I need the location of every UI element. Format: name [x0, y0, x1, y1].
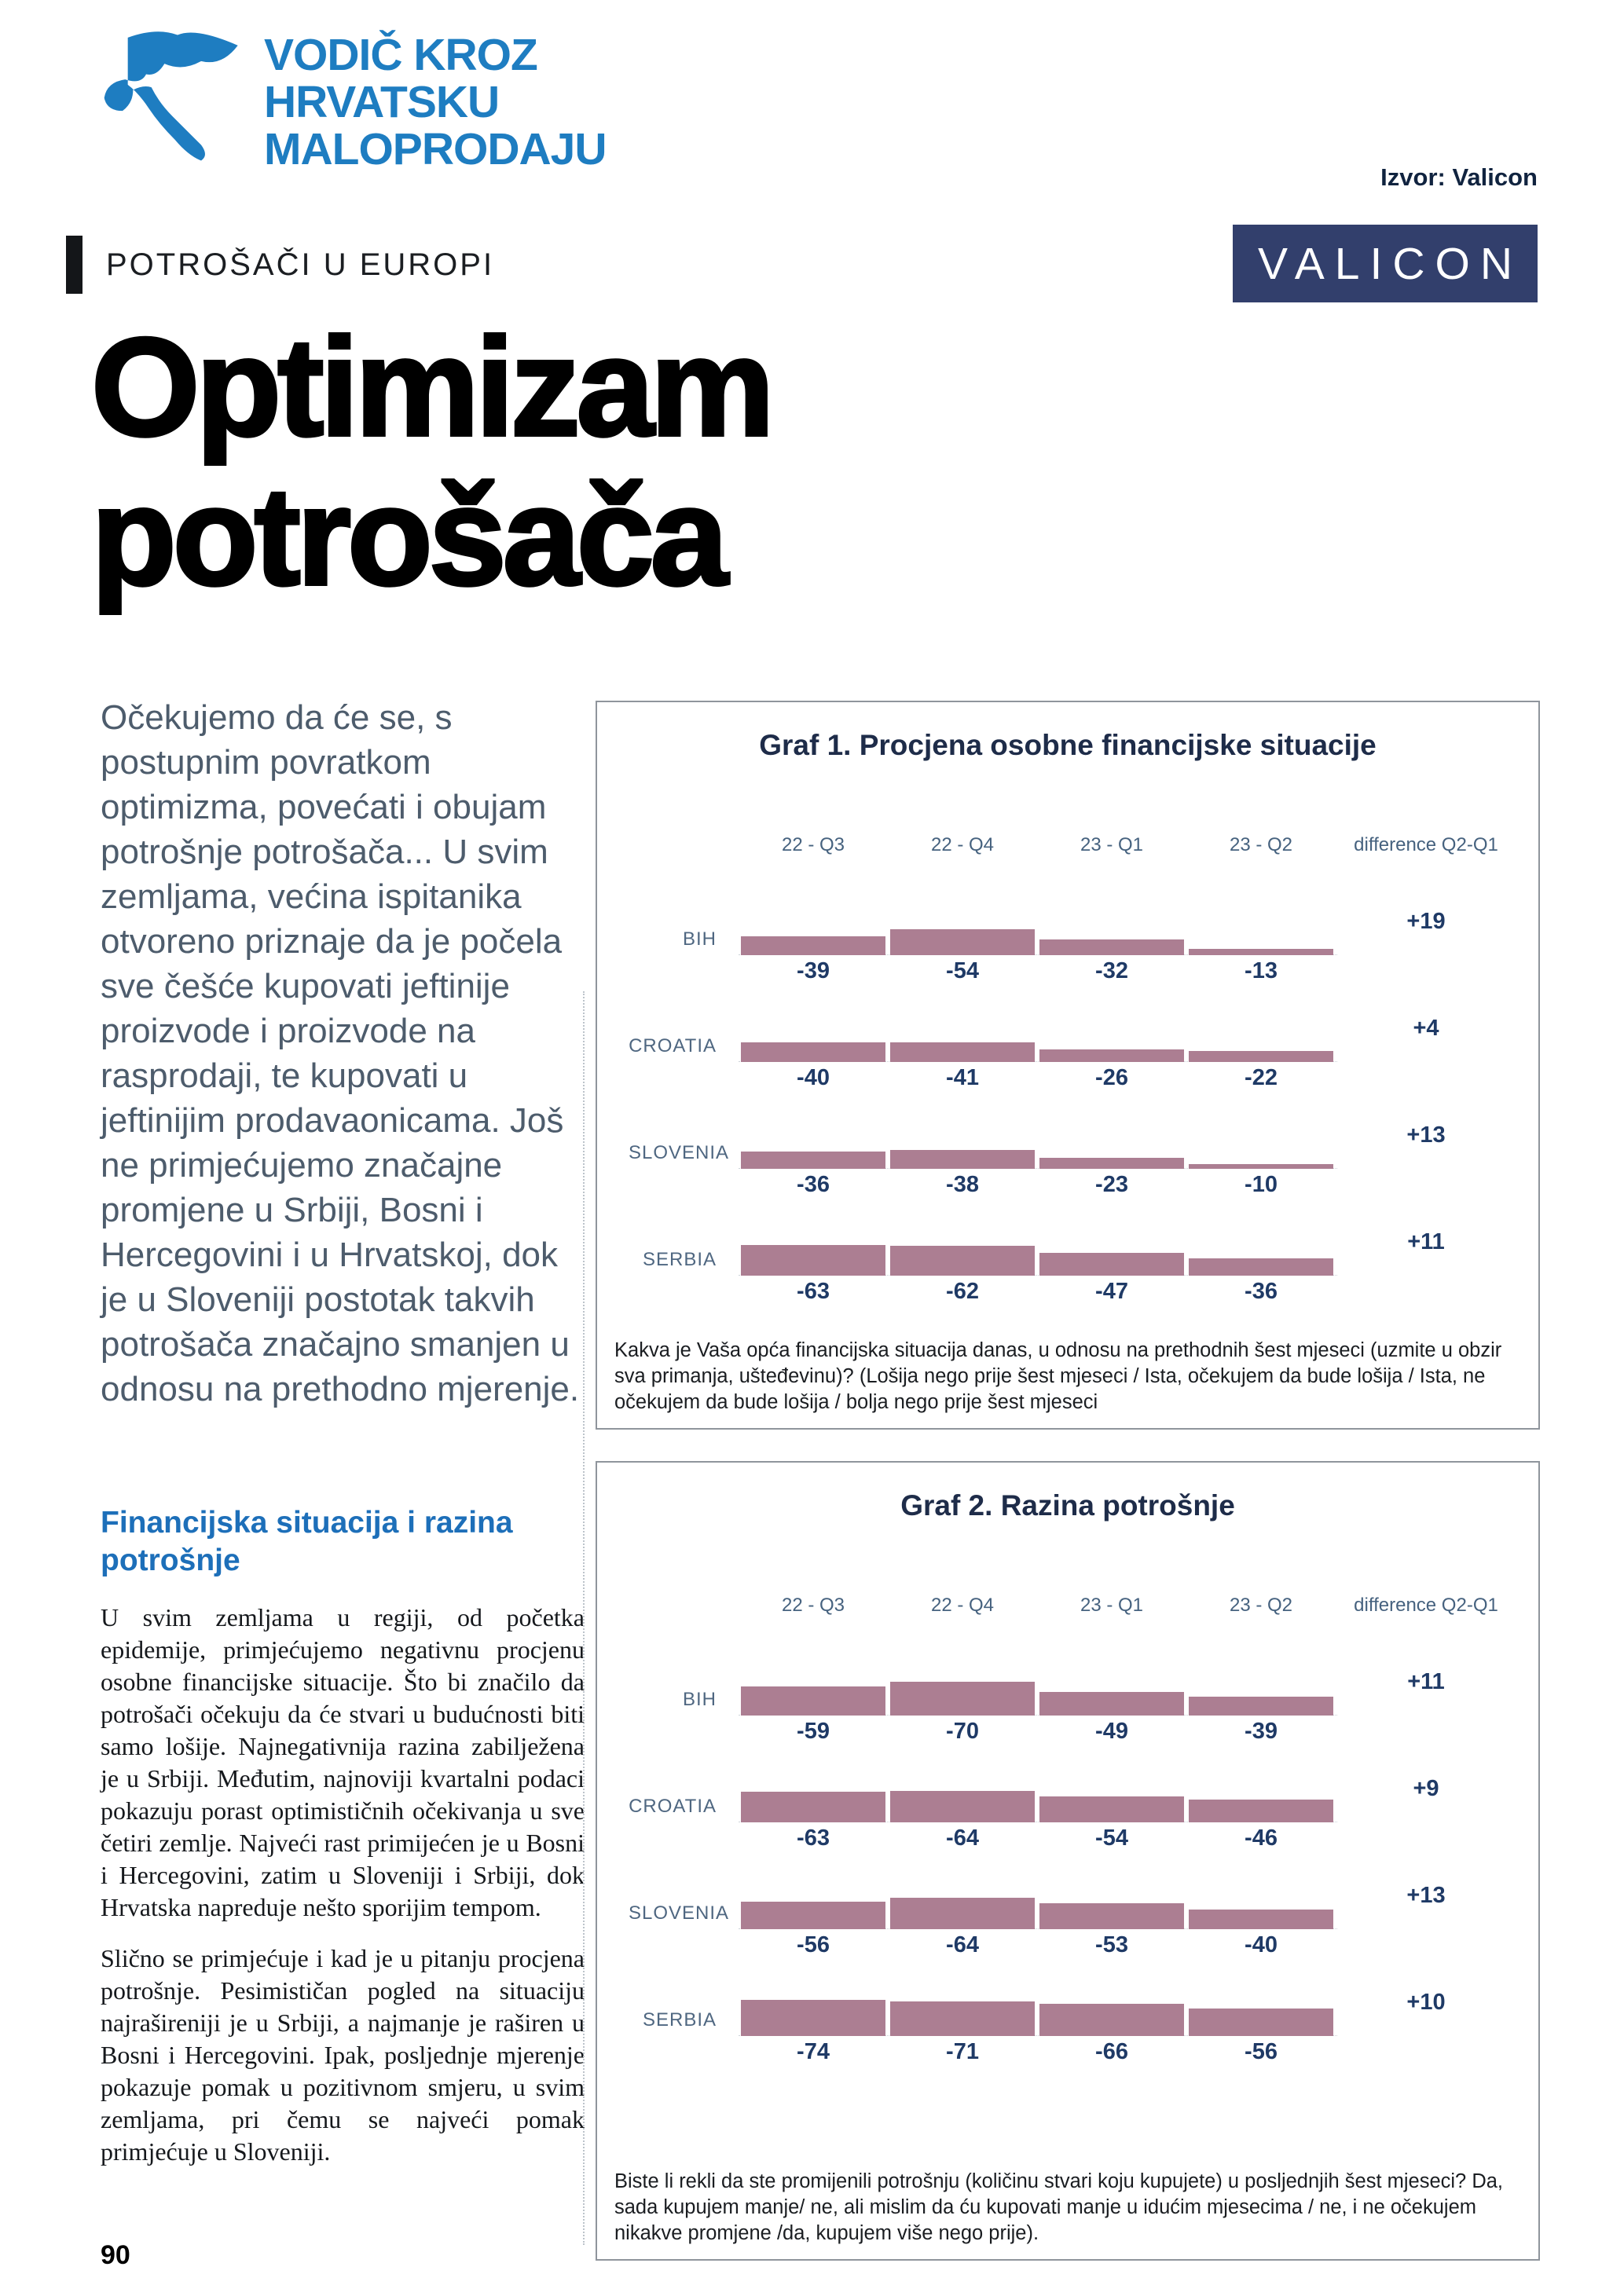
bar-value-label: -38 — [946, 1171, 979, 1197]
bar-value-label: -40 — [797, 1064, 830, 1090]
chart-row — [629, 1640, 1518, 1747]
bar-value-label: -49 — [1095, 1718, 1128, 1744]
bar-value-label: -70 — [946, 1718, 979, 1744]
chart-row-label: SERBIA — [642, 1249, 717, 1270]
value-bar — [1189, 1258, 1333, 1276]
bar-value-label: -39 — [797, 958, 830, 983]
value-bar — [741, 1245, 885, 1276]
value-bar — [890, 1791, 1035, 1822]
value-bar — [1189, 1910, 1333, 1929]
difference-value: +4 — [1413, 1016, 1439, 1041]
bar-value-label: -63 — [797, 1278, 830, 1304]
bar-value-label: -36 — [1245, 1278, 1278, 1304]
bar-cell — [888, 1640, 1037, 1747]
chart-row-label: CROATIA — [629, 1796, 717, 1817]
chart-row-label: SERBIA — [642, 2009, 717, 2031]
chart-row — [629, 1093, 1518, 1200]
value-bar — [1039, 1049, 1184, 1062]
bar-cell — [739, 1200, 888, 1307]
quarter-column-header: 22 - Q3 — [781, 1595, 845, 1616]
bar-value-label: -59 — [797, 1718, 830, 1744]
bar-cell — [1186, 1961, 1336, 2067]
article-body-column — [101, 695, 585, 2168]
bar-value-label: -36 — [797, 1171, 830, 1197]
bar-cell — [888, 1093, 1037, 1200]
value-bar — [741, 1152, 885, 1169]
chart-column-headers — [629, 1595, 1518, 1617]
bar-cell — [739, 880, 888, 987]
difference-value: +13 — [1406, 1883, 1446, 1908]
chart-rows — [629, 1640, 1518, 2067]
column-header-spacer — [629, 1595, 739, 1617]
chart-column-headers — [629, 834, 1518, 856]
value-bar — [1039, 939, 1184, 955]
quarter-column-header: 22 - Q4 — [930, 834, 995, 855]
chart-plot-area — [629, 1522, 1518, 2067]
bar-cell — [739, 1961, 888, 2067]
value-bar — [1189, 2009, 1333, 2036]
page-number: 90 — [101, 2240, 130, 2270]
bar-cell — [739, 1854, 888, 1961]
chart-plot-area — [629, 762, 1518, 1307]
bar-value-label: -63 — [797, 1825, 830, 1851]
bar-value-label: -64 — [946, 1932, 979, 1957]
value-bar — [890, 1150, 1035, 1169]
chart-row-label: SLOVENIA — [629, 1142, 730, 1163]
bar-value-label: -46 — [1245, 1825, 1278, 1851]
value-bar — [741, 1792, 885, 1822]
chart-row-label: SLOVENIA — [629, 1902, 730, 1924]
bar-cell — [1037, 987, 1186, 1093]
quarter-column-header: 22 - Q4 — [930, 1595, 995, 1616]
bar-cell — [739, 1747, 888, 1854]
value-bar — [741, 1042, 885, 1062]
headline-line-1: Optimizam — [91, 309, 771, 465]
bar-cell — [888, 880, 1037, 987]
bar-value-label: -26 — [1095, 1064, 1128, 1090]
chart-caption: Biste li rekli da ste promijenili potrošnju (količinu stvari koju kupujete) u posljednjih šest mjeseci? Da, sada kupujem manje/ ne, ali mislim da ću kupovati manje u idućim mjesecima / ne, i ne očekujem nikakve promjene /da, kupujem više nego prije). — [614, 2170, 1504, 2244]
section-marker-bar — [66, 236, 82, 294]
difference-value: +13 — [1406, 1122, 1446, 1148]
value-bar — [890, 929, 1035, 955]
bar-cell — [1037, 1854, 1186, 1961]
logo-line-3: MALOPRODAJU — [264, 124, 607, 174]
chart-row-label: CROATIA — [629, 1035, 717, 1056]
quarter-column-header: 23 - Q2 — [1229, 1595, 1293, 1616]
value-bar — [741, 936, 885, 955]
chart-caption: Kakva je Vaša opća financijska situacija danas, u odnosu na prethodnih šest mjeseci (uzmite u obzir sva primanja, ušteđevinu)? (Lošija nego prije šest mjeseci / Ista, očekujem da bude lošija / Ista, ne očekujem da bude lošija / bolja nego prije šest mjeseci — [614, 1339, 1502, 1413]
bar-value-label: -64 — [946, 1825, 979, 1851]
bar-cell — [1186, 1854, 1336, 1961]
bar-cell — [1186, 1200, 1336, 1307]
valicon-logo: VALICON — [1233, 225, 1538, 302]
bar-value-label: -40 — [1245, 1932, 1278, 1957]
bar-cell — [739, 1640, 888, 1747]
bar-value-label: -56 — [797, 1932, 830, 1957]
bar-value-label: -22 — [1245, 1064, 1278, 1090]
difference-value: +10 — [1406, 1990, 1446, 2015]
chart-rows — [629, 880, 1518, 1307]
difference-value: +19 — [1406, 909, 1446, 934]
article-headline — [91, 309, 771, 614]
column-header-spacer — [629, 834, 739, 856]
article-lede: Očekujemo da će se, s postupnim povratkom optimizma, povećati i obujam potrošnje potrošača... U svim zemljama, većina ispitanika otvoreno priznaje da je počela sve češće kupovati jeftinije proizvode i proizvode na rasprodaji, te kupovati u jeftinijim prodavaonicama. Još ne primjećujemo značajne promjene u Srbiji, Bosni i Hercegovini i u Hrvatskoj, dok je u Sloveniji postotak takvih potrošača značajno smanjen u odnosu na prethodno mjerenje. — [101, 698, 580, 1408]
value-bar — [1039, 1796, 1184, 1822]
chart-row-label: BIH — [682, 928, 717, 950]
chart-panel-graf-2 — [596, 1461, 1540, 2261]
value-bar — [890, 2001, 1035, 2036]
section-label: POTROŠAČI U EUROPI — [106, 247, 495, 282]
bar-cell — [888, 1200, 1037, 1307]
bar-cell — [1186, 987, 1336, 1093]
bar-value-label: -74 — [797, 2038, 830, 2064]
source-credit: Izvor: Valicon — [1380, 163, 1538, 191]
logo-line-1: VODIČ KROZ — [264, 30, 537, 80]
chart-row — [629, 1961, 1518, 2067]
chart-row — [629, 880, 1518, 987]
chart-row — [629, 1854, 1518, 1961]
bar-cell — [739, 1093, 888, 1200]
bar-cell — [739, 987, 888, 1093]
quarter-column-header: 23 - Q1 — [1080, 834, 1144, 855]
bar-cell — [888, 987, 1037, 1093]
bar-value-label: -47 — [1095, 1278, 1128, 1304]
bar-value-label: -56 — [1245, 2038, 1278, 2064]
value-bar — [1039, 1253, 1184, 1276]
bar-value-label: -62 — [946, 1278, 979, 1304]
value-bar — [890, 1682, 1035, 1716]
chart-title: Graf 1. Procjena osobne financijske situacije — [759, 729, 1377, 761]
bar-value-label: -39 — [1245, 1718, 1278, 1744]
bar-cell — [1186, 880, 1336, 987]
chart-panel-graf-1 — [596, 701, 1540, 1430]
difference-column-header: difference Q2-Q1 — [1354, 834, 1498, 855]
value-bar — [741, 1686, 885, 1716]
bar-cell — [1037, 880, 1186, 987]
bar-value-label: -10 — [1245, 1171, 1278, 1197]
bar-value-label: -23 — [1095, 1171, 1128, 1197]
headline-line-2: potrošača — [91, 458, 724, 614]
chart-row — [629, 987, 1518, 1093]
bar-value-label: -54 — [946, 958, 979, 983]
publication-logo — [91, 17, 607, 178]
bar-value-label: -32 — [1095, 958, 1128, 983]
value-bar — [890, 1898, 1035, 1929]
difference-value: +11 — [1407, 1669, 1445, 1694]
bar-value-label: -41 — [946, 1064, 979, 1090]
article-subheading: Financijska situacija i razina potrošnje — [101, 1506, 513, 1577]
bar-value-label: -13 — [1245, 958, 1278, 983]
value-bar — [1189, 949, 1333, 955]
bar-cell — [1037, 1747, 1186, 1854]
column-divider — [583, 991, 585, 2245]
bar-cell — [888, 1961, 1037, 2067]
chart-row — [629, 1747, 1518, 1854]
bar-value-label: -54 — [1095, 1825, 1128, 1851]
chart-row-label: BIH — [682, 1689, 717, 1710]
value-bar — [890, 1246, 1035, 1276]
value-bar — [1039, 1903, 1184, 1929]
value-bar — [1189, 1800, 1333, 1822]
bar-cell — [1186, 1093, 1336, 1200]
logo-line-2: HRVATSKU — [264, 77, 500, 127]
bar-cell — [1037, 1200, 1186, 1307]
value-bar — [1039, 2004, 1184, 2036]
value-bar — [741, 1902, 885, 1929]
quarter-column-header: 23 - Q2 — [1229, 834, 1293, 855]
body-paragraph: U svim zemljama u regiji, od početka epidemije, primjećujemo negativnu procjenu osobne financijske situacije. Što bi značilo da potrošači očekuju da će stvari u budućnosti biti samo lošije. Najnegativnija razina zabilježena je u Srbiji. Međutim, najnoviji kvartalni podaci pokazuju porast optimističnih očekivanja u sve četiri zemlje. Najveći rast primijećen je u Bosni i Hercegovini, zatim u Sloveniji i Srbiji, dok Hrvatska napreduje nešto sporijim tempom. — [101, 1603, 585, 1921]
difference-column-header: difference Q2-Q1 — [1354, 1595, 1498, 1616]
publication-title — [264, 17, 607, 173]
bar-value-label: -53 — [1095, 1932, 1128, 1957]
value-bar — [1189, 1697, 1333, 1716]
bar-cell — [1037, 1961, 1186, 2067]
bar-cell — [1037, 1093, 1186, 1200]
value-bar — [1189, 1051, 1333, 1062]
value-bar — [890, 1042, 1035, 1062]
body-paragraph: Slično se primjećuje i kad je u pitanju procjena potrošnje. Pesimističan pogled na situaciju najrašireniji je u Srbiji, a najmanje je raširen u Bosni i Hercegovini. Ipak, posljednje mjerenje pokazuje pomak u pozitivnom smjeru, u svim zemljama, pri čemu se najveći pomak primjećuje u Sloveniji. — [101, 1944, 585, 2166]
value-bar — [1039, 1692, 1184, 1716]
value-bar — [1039, 1158, 1184, 1169]
chart-row — [629, 1200, 1518, 1307]
croatia-map-icon — [91, 17, 248, 178]
chart-title: Graf 2. Razina potrošnje — [900, 1489, 1235, 1522]
bar-cell — [1037, 1640, 1186, 1747]
bar-cell — [1186, 1640, 1336, 1747]
bar-cell — [888, 1747, 1037, 1854]
quarter-column-header: 22 - Q3 — [781, 834, 845, 855]
bar-value-label: -71 — [946, 2038, 979, 2064]
bar-cell — [888, 1854, 1037, 1961]
bar-cell — [1186, 1747, 1336, 1854]
difference-value: +11 — [1407, 1229, 1445, 1254]
bar-value-label: -66 — [1095, 2038, 1128, 2064]
section-header — [66, 236, 494, 294]
difference-value: +9 — [1413, 1776, 1439, 1801]
quarter-column-header: 23 - Q1 — [1080, 1595, 1144, 1616]
value-bar — [741, 2000, 885, 2036]
